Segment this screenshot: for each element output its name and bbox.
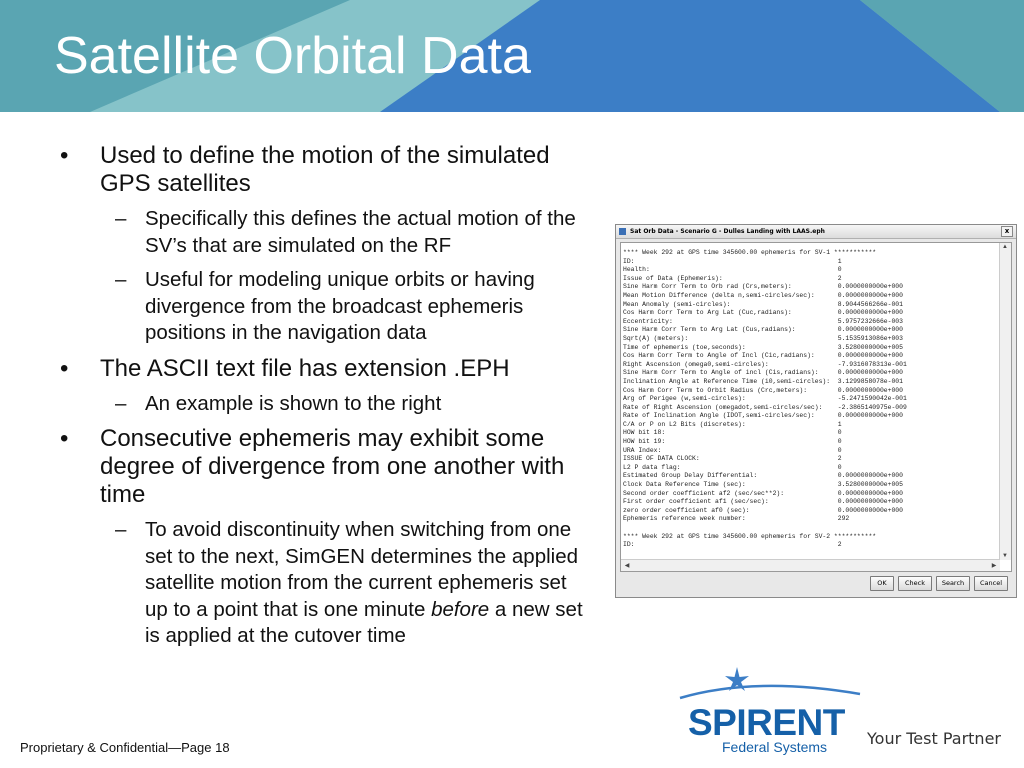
bullet-item	[60, 355, 595, 383]
ephemeris-line: Right Ascension (omega0,semi-circles): -7.9316078313e-001	[623, 360, 907, 368]
bullet-text: To avoid discontinuity when switching from one set to the next, SimGEN determines the applied satellite motion from the current ephemeris set up to a point that is one minute before a new set is applied at the cutover time	[145, 518, 583, 647]
search-button[interactable]: Search	[936, 576, 970, 591]
ephemeris-line: Arg of Perigee (w,semi-circles): -5.2471590042e-001	[623, 395, 907, 403]
ephemeris-line: ID: 1	[623, 257, 842, 265]
window-titlebar	[616, 225, 1016, 239]
ephemeris-line: Sqrt(A) (meters): 5.1535913086e+003	[623, 334, 903, 342]
ephemeris-line: Cos Harm Corr Term to Orbit Radius (Crc,meters): 0.0000000000e+000	[623, 386, 903, 394]
ephemeris-line: Rate of Inclination Angle (IDOT,semi-circles/sec): 0.0000000000e+000	[623, 412, 903, 420]
bullet-marker: –	[115, 391, 127, 415]
cancel-button[interactable]: Cancel	[974, 576, 1008, 591]
sub-bullet-item	[60, 517, 595, 650]
sat-orb-data-window	[615, 224, 1017, 598]
ephemeris-text	[623, 249, 907, 550]
bullet-marker: •	[60, 354, 69, 382]
scroll-right-icon[interactable]: ▶	[991, 563, 997, 569]
ephemeris-text-view[interactable]	[620, 242, 1012, 572]
ephemeris-line: zero order coefficient af0 (sec): 0.0000000000e+000	[623, 506, 903, 514]
ephemeris-line: URA Index: 0	[623, 446, 842, 454]
ephemeris-line: Mean Motion Difference (delta n,semi-circles/sec): 0.0000000000e+000	[623, 291, 903, 299]
ephemeris-line: **** Week 292 at GPS time 345600.00 ephemeris for SV-1 ***********	[623, 249, 877, 256]
footer-text: Proprietary & Confidential—Page 18	[20, 740, 230, 755]
bullet-text: Consecutive ephemeris may exhibit some degree of divergence from one another with time	[100, 425, 565, 508]
ephemeris-line: Issue of Data (Ephemeris): 2	[623, 274, 842, 282]
scroll-up-icon[interactable]: ▲	[1002, 244, 1008, 250]
sub-bullet-item	[60, 391, 595, 418]
ephemeris-line: C/A or P on L2 Bits (discretes): 1	[623, 420, 842, 428]
ephemeris-line: Sine Harm Corr Term to Orb rad (Crs,meters): 0.0000000000e+000	[623, 283, 903, 291]
vertical-scrollbar[interactable]	[999, 243, 1011, 560]
sub-bullet-item	[60, 267, 595, 347]
ephemeris-line: **** Week 292 at GPS time 345600.00 ephemeris for SV-2 ***********	[623, 532, 877, 540]
page-title: Satellite Orbital Data	[54, 27, 531, 85]
brand-tagline: Your Test Partner	[867, 729, 1001, 748]
bullet-text: An example is shown to the right	[145, 391, 442, 415]
window-title: Sat Orb Data - Scenario G - Dulles Landing with LAAS.eph	[630, 228, 825, 235]
ephemeris-line: ID: 2	[623, 541, 842, 549]
bullet-marker: –	[115, 268, 127, 291]
brand-name: SPIRENT	[688, 702, 845, 743]
window-button-bar	[870, 576, 1008, 591]
bullet-item	[60, 425, 595, 509]
ephemeris-line: L2 P data flag: 0	[623, 463, 842, 471]
ephemeris-line: Clock Data Reference Time (sec): 3.5280000000e+005	[623, 481, 903, 489]
close-button[interactable]: x	[1001, 226, 1013, 237]
bullet-list	[60, 142, 595, 658]
bullet-marker: –	[115, 518, 127, 541]
ephemeris-line: HOW bit 18: 0	[623, 429, 842, 437]
ok-button[interactable]: OK	[870, 576, 894, 591]
bullet-text: Specifically this defines the actual motion of the SV’s that are simulated on the RF	[145, 207, 576, 257]
header-banner	[0, 0, 1024, 112]
app-icon	[619, 228, 626, 235]
ephemeris-line: ISSUE OF DATA CLOCK: 2	[623, 455, 842, 463]
bullet-text: Useful for modeling unique orbits or having divergence from the broadcast ephemeris positions in the navigation data	[145, 268, 535, 344]
ephemeris-line: Cos Harm Corr Term to Arg Lat (Cuc,radians): 0.0000000000e+000	[623, 309, 903, 317]
ephemeris-line	[623, 524, 907, 533]
ephemeris-line: Mean Anomaly (semi-circles): 8.9044566266e-001	[623, 300, 903, 308]
ephemeris-line: Sine Harm Corr Term to Arg Lat (Cus,radians): 0.0000000000e+000	[623, 326, 903, 334]
bullet-marker: –	[115, 207, 127, 230]
horizontal-scrollbar[interactable]	[621, 559, 1000, 571]
ephemeris-line: Estimated Group Delay Differential: 0.0000000000e+000	[623, 472, 903, 480]
ephemeris-line: Time of ephemeris (toe,seconds): 3.5280000000e+005	[623, 343, 903, 351]
ephemeris-line: Cos Harm Corr Term to Angle of Incl (Cic,radians): 0.0000000000e+000	[623, 352, 903, 360]
bullet-text: Used to define the motion of the simulated GPS satellites	[100, 142, 550, 197]
ephemeris-line: Second order coefficient af2 (sec/sec**2): 0.0000000000e+000	[623, 489, 903, 497]
brand-subtitle: Federal Systems	[722, 739, 828, 755]
ephemeris-line: Ephemeris reference week number: 292	[623, 515, 850, 523]
bullet-marker: •	[60, 142, 69, 169]
ephemeris-line: Eccentricity: 5.9757232666e-003	[623, 317, 903, 325]
bullet-item	[60, 142, 595, 198]
emphasis-text: before	[431, 597, 490, 621]
sub-bullet-item	[60, 206, 595, 259]
scroll-down-icon[interactable]: ▼	[1002, 553, 1008, 559]
check-button[interactable]: Check	[898, 576, 932, 591]
ephemeris-line: HOW bit 19: 0	[623, 438, 842, 446]
ephemeris-line: First order coefficient af1 (sec/sec): 0.0000000000e+000	[623, 498, 903, 506]
ephemeris-line: Health: 0	[623, 266, 842, 274]
bullet-marker: •	[60, 425, 69, 452]
ephemeris-line: Sine Harm Corr Term to Angle of incl (Cis,radians): 0.0000000000e+000	[623, 369, 903, 377]
ephemeris-line: Rate of Right Ascension (omegadot,semi-circles/sec): -2.3865140975e-009	[623, 403, 907, 411]
scroll-left-icon[interactable]: ◀	[624, 563, 630, 569]
bullet-text: The ASCII text file has extension .EPH	[100, 354, 510, 382]
ephemeris-line: Inclination Angle at Reference Time (i0,semi-circles): 3.1299858078e-001	[623, 377, 903, 385]
